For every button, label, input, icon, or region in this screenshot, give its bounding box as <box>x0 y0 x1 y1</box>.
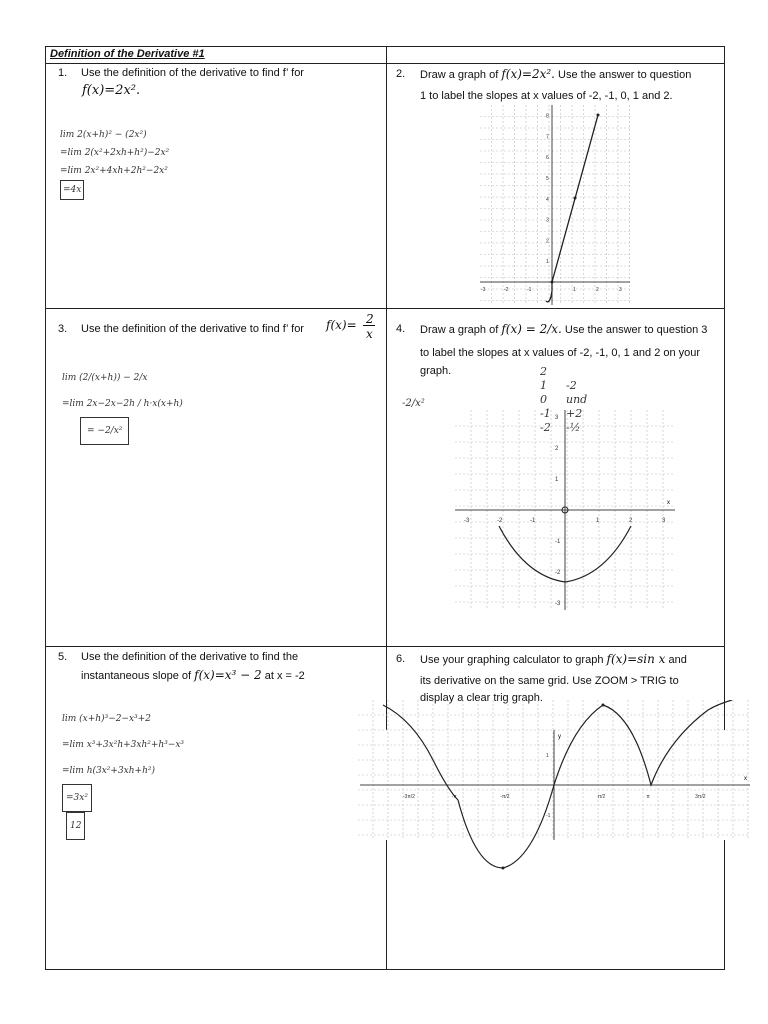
q6-y-axis-label: y <box>558 734 561 740</box>
q4-slope-row: -1 +2 <box>540 407 583 420</box>
q1-formula: f(x)=2x². <box>82 83 141 98</box>
q4-y-tick-label: -3 <box>555 601 561 607</box>
q6-line3: display a clear trig graph. <box>420 692 543 704</box>
q5-handwritten-work <box>62 706 184 840</box>
q1-work-line: =lim 2x²+4xh+2h²−2x² <box>60 166 168 176</box>
q6-graph <box>358 700 758 875</box>
q1-number: 1. <box>58 67 68 79</box>
q6-number: 6. <box>396 653 406 665</box>
q5-formula: f(x)=x³ − 2 <box>194 668 262 682</box>
q5-work-line: lim (x+h)³−2−x³+2 <box>62 714 151 724</box>
q2-x-tick-label: -3 <box>481 287 486 293</box>
q4-slope-row: -2 -½ <box>540 421 581 434</box>
q4-x-tick-label: -1 <box>530 518 536 524</box>
q2-line1 <box>420 63 691 86</box>
q3-work-line: lim (2/(x+h)) − 2/x <box>62 373 148 383</box>
q1-text: Use the definition of the derivative to find f’ for <box>81 67 304 79</box>
q2-point <box>574 197 577 200</box>
q6-x-tick-label: π <box>646 794 650 800</box>
header-empty-cell <box>387 47 725 64</box>
q2-text-a: Draw a graph of <box>420 69 499 81</box>
q4-number: 4. <box>396 323 406 335</box>
q2-number: 2. <box>396 68 406 80</box>
q6-y-tick-label: -1 <box>546 813 551 819</box>
q2-y-tick-label: 5 <box>546 176 549 182</box>
q4-line1 <box>420 318 707 341</box>
q4-slope-row: 2 <box>540 365 547 378</box>
q4-y-tick-label: -2 <box>555 570 561 576</box>
q4-y-tick-label: 2 <box>555 446 559 452</box>
q5-final-answer-box: 12 <box>66 812 85 840</box>
q6-x-tick-label: -3π/2 <box>402 794 415 800</box>
q2-formula: f(x)=2x². <box>501 67 555 81</box>
q4-x-tick-label: -3 <box>464 518 470 524</box>
q6-x-axis-label: x <box>744 776 747 782</box>
q2-graph <box>480 105 630 305</box>
q2-x-tick-label: 1 <box>573 287 576 293</box>
q6-text-b: and <box>668 654 687 666</box>
q3-handwritten-work <box>62 365 183 445</box>
q6-x-tick-label: -π <box>451 794 457 800</box>
q2-y-tick-label: 3 <box>546 217 549 224</box>
q1-handwritten-work <box>60 126 169 200</box>
q4-y-tick-label: 3 <box>555 415 559 421</box>
q3-work-line: =lim 2x−2x−2h / h·x(x+h) <box>62 399 183 409</box>
q4-x-tick-label: 1 <box>596 518 600 524</box>
q5-number: 5. <box>58 651 68 663</box>
q2-y-tick-label: 7 <box>546 134 549 141</box>
q2-graph-grid <box>480 105 630 305</box>
q4-formula: f(x) = 2/x. <box>501 322 562 336</box>
q5-line2 <box>81 664 305 687</box>
q4-x-tick-label: -2 <box>497 518 503 524</box>
worksheet-title: Definition of the Derivative #1 <box>46 47 387 64</box>
q4-y-tick-label: -1 <box>555 539 561 545</box>
q2-y-tick-label: 4 <box>546 196 549 203</box>
q2-y-tick-label: 2 <box>546 238 549 245</box>
q4-y-tick-label: 1 <box>555 477 559 483</box>
q2-x-tick-label: -2 <box>504 287 509 293</box>
q2-y-tick-label: 1 <box>546 259 549 266</box>
q3-formula-lhs: f(x)= <box>326 318 357 332</box>
q4-line3: graph. <box>420 365 452 377</box>
q1-answer-box: =4x <box>60 180 84 200</box>
q6-x-tick-label: 3π/2 <box>695 794 706 800</box>
q3-answer-box: = −2/x² <box>80 417 129 445</box>
q6-y-tick-label: 1 <box>546 753 549 759</box>
q6-text-a: Use your graphing calculator to graph <box>420 654 604 666</box>
q2-x-tick-label: 3 <box>619 287 622 293</box>
q5-answer-box: =3x² <box>62 784 92 812</box>
q2-point <box>597 114 600 117</box>
q6-point <box>602 704 605 707</box>
q4-text-a: Draw a graph of <box>420 324 499 336</box>
q2-point <box>551 281 554 284</box>
q3-number: 3. <box>58 323 68 335</box>
q5-work-line: =lim h(3x²+3xh+h²) <box>62 766 156 776</box>
q1-work-line: =lim 2(x²+2xh+h²)−2x² <box>60 148 170 158</box>
q5-text: Use the definition of the derivative to find the <box>81 651 299 663</box>
q3-text: Use the definition of the derivative to find f’ for <box>81 323 304 335</box>
q3-formula-bar <box>363 325 375 326</box>
q4-x-axis-label: x <box>667 500 670 506</box>
q2-x-tick-label: -1 <box>527 287 532 293</box>
q5-text-c: at x = -2 <box>264 670 305 682</box>
q4-slope-row: 0 und <box>540 393 588 406</box>
q3-formula-den: x <box>366 327 373 341</box>
q6-line1 <box>420 648 687 671</box>
q5-text-b: instantaneous slope of <box>81 670 192 682</box>
q4-text-b: Use the answer to question 3 <box>564 324 708 336</box>
q5-work-line: =lim x³+3x²h+3xh²+h³−x³ <box>62 740 185 750</box>
q6-point <box>502 867 505 870</box>
q4-x-tick-label: 2 <box>629 518 633 524</box>
q2-y-tick-label: 6 <box>546 155 549 162</box>
q1-work-line: lim 2(x+h)² − (2x²) <box>60 130 147 140</box>
q4-x-tick-label: 3 <box>662 518 666 524</box>
q4-line2: to label the slopes at x values of -2, -1, 0, 1 and 2 on your <box>420 347 701 359</box>
q6-x-tick-label: π/2 <box>597 794 606 800</box>
q4-graph <box>455 410 680 610</box>
q3-cell <box>46 309 387 647</box>
q6-formula: f(x)=sin x <box>606 652 666 666</box>
q6-x-tick-label: -π/2 <box>500 794 510 800</box>
q6-line2: its derivative on the same grid. Use ZOOM > TRIG to <box>420 675 679 687</box>
q2-text-b: Use the answer to question <box>558 69 692 81</box>
q4-slope-row: 1 -2 <box>540 379 577 392</box>
q2-line2: 1 to label the slopes at x values of -2, -1, 0, 1 and 2. <box>420 90 673 102</box>
q3-formula-num: 2 <box>366 312 374 326</box>
q2-y-tick-label: 8 <box>546 113 549 120</box>
q4-side-note: -2/x² <box>402 398 425 409</box>
q2-x-tick-label: 2 <box>596 287 599 293</box>
